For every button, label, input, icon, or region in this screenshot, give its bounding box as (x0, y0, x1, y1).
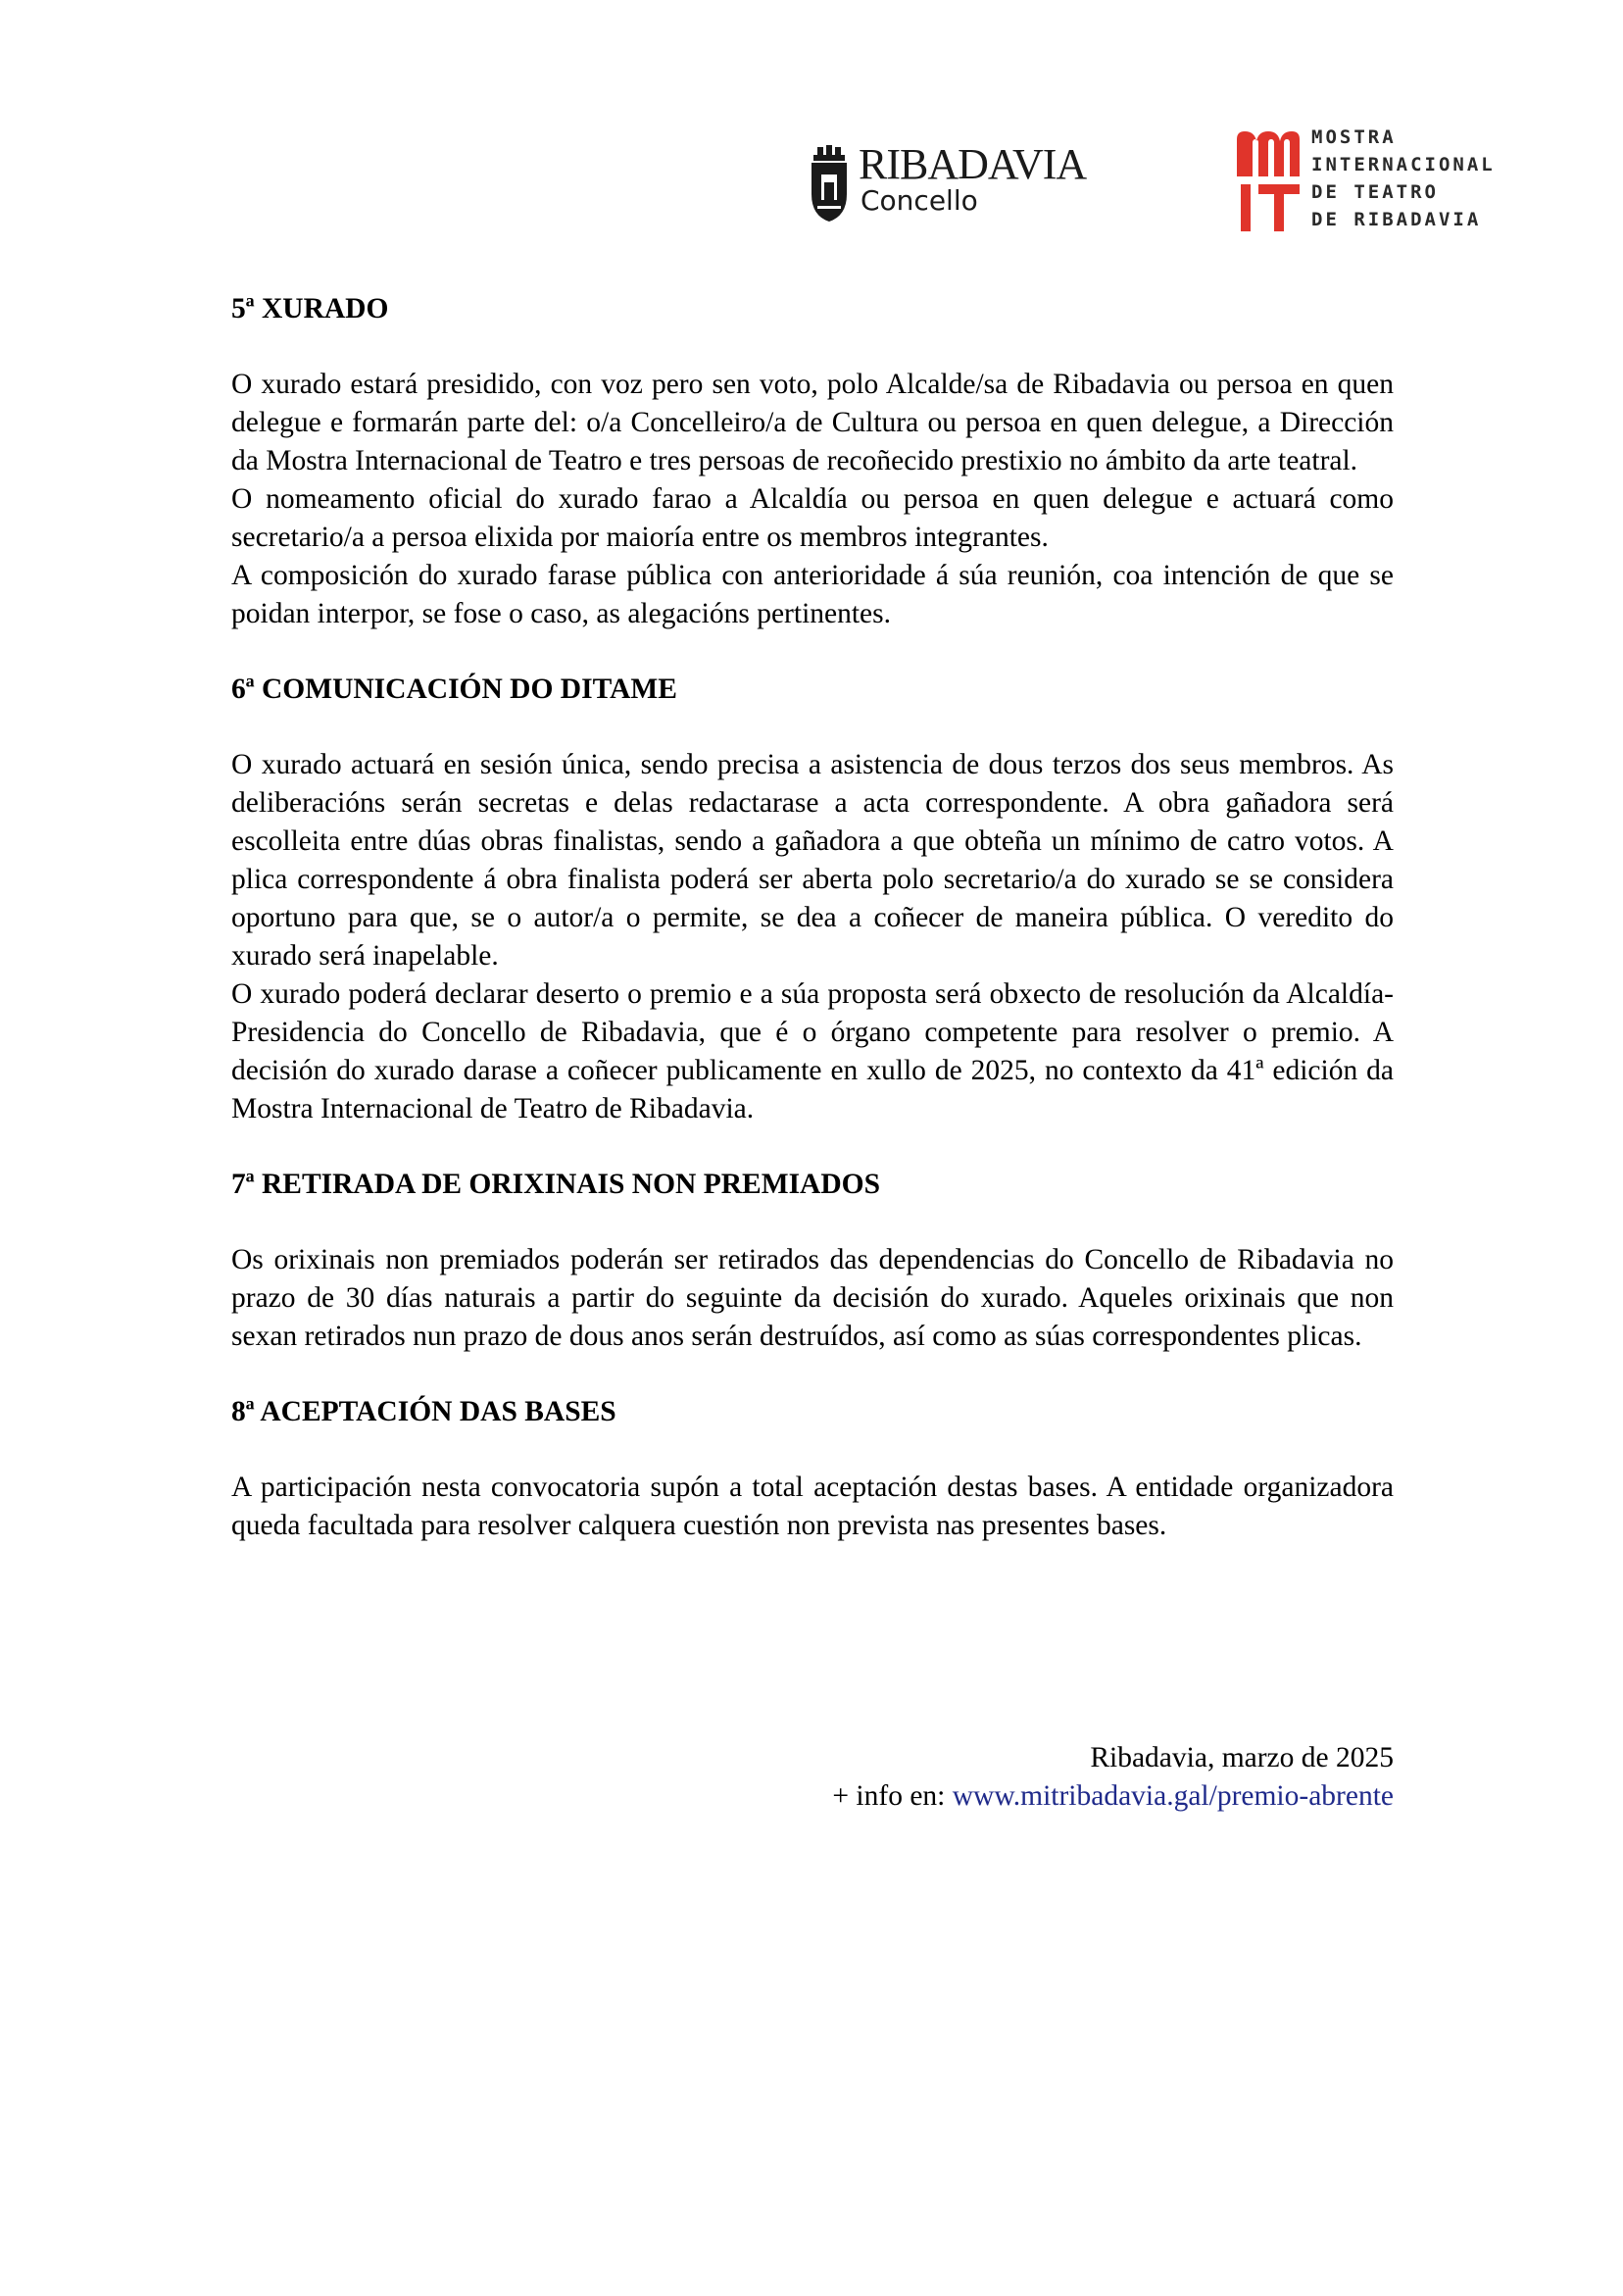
section-xurado (231, 290, 1394, 633)
paragraph: O xurado poderá declarar deserto o premio e a súa proposta será obxecto de resolución da Alcaldía-Presidencia do Concello de Ribadavia, que é o órgano competente para resolver o premio. A decisión do xurado darase a coñecer publicamente en xullo de 2025, no contexto da 41ª edición da Mostra Internacional de Teatro de Ribadavia. (231, 978, 1394, 1124)
logo-ribadavia-name: RIBADAVIA (859, 140, 1087, 188)
section-heading: 7ª RETIRADA DE ORIXINAIS NON PREMIADOS (231, 1169, 881, 1200)
logo-mostra-line: MOSTRA (1311, 126, 1397, 148)
logo-mostra-line: INTERNACIONAL (1311, 154, 1496, 175)
logo-mostra-line: DE TEATRO (1311, 181, 1439, 203)
mit-mark-icon (1233, 127, 1303, 235)
closing-block (231, 1739, 1394, 1816)
logo-mostra-line: DE RIBADAVIA (1311, 209, 1482, 230)
paragraph: Os orixinais non premiados poderán ser retirados das dependencias do Concello de Ribadavia no prazo de 30 días naturais a partir do seguinte da decisión do xurado. Aqueles orixinais que non sexan retirados nun prazo de dous anos serán destruídos, así como as súas correspondentes plicas. (231, 1244, 1394, 1352)
section-aceptacion-bases (231, 1393, 1394, 1545)
section-comunicacion-ditame (231, 671, 1394, 1128)
document-body (231, 290, 1394, 1582)
section-heading: 8ª ACEPTACIÓN DAS BASES (231, 1396, 616, 1427)
info-prefix: + info en: (832, 1780, 953, 1812)
logo-mostra-teatro (1233, 124, 1496, 239)
paragraph: A participación nesta convocatoria supón a total aceptación destas bases. A entidade organizadora queda facultada para resolver calquera cuestión non prevista nas presentes bases. (231, 1472, 1394, 1541)
place-date: Ribadavia, marzo de 2025 (1090, 1742, 1394, 1773)
info-link[interactable]: www.mitribadavia.gal/premio-abrente (952, 1780, 1394, 1812)
logo-ribadavia-sub: Concello (861, 184, 978, 217)
logo-ribadavia-concello (810, 140, 1087, 222)
paragraph: A composición do xurado farase pública con anterioridade á súa reunión, coa intención de que se poidan interpor, se fose o caso, as alegacións pertinentes. (231, 560, 1394, 629)
paragraph: O xurado actuará en sesión única, sendo precisa a asistencia de dous terzos dos seus membros. As deliberacións serán secretas e delas redactarase a acta correspondente. A obra gañadora será escolleita entre dúas obras finalistas, sendo a gañadora a que obteña un mínimo de catro votos. A plica correspondente á obra finalista poderá ser aberta polo secretario/a do xurado se se considera oportuno para que, se o autor/a o permite, se dea a coñecer de maneira pública. O veredito do xurado será inapelable. (231, 749, 1394, 972)
info-line (231, 1777, 1394, 1816)
section-retirada-orixinais (231, 1166, 1394, 1356)
ribadavia-crest-icon (810, 145, 849, 222)
paragraph: O nomeamento oficial do xurado farao a Alcaldía ou persoa en quen delegue e actuará como secretario/a a persoa elixida por maioría entre os membros integrantes. (231, 483, 1394, 553)
section-heading: 5ª XURADO (231, 293, 389, 324)
logo-mostra-text (1311, 124, 1496, 233)
section-heading: 6ª COMUNICACIÓN DO DITAME (231, 674, 677, 705)
paragraph: O xurado estará presidido, con voz pero sen voto, polo Alcalde/sa de Ribadavia ou persoa en quen delegue e formarán parte del: o/a Concelleiro/a de Cultura ou persoa en quen delegue, a Dirección da Mostra Internacional de Teatro e tres persoas de recoñecido prestixio no ámbito da arte teatral. (231, 369, 1394, 476)
